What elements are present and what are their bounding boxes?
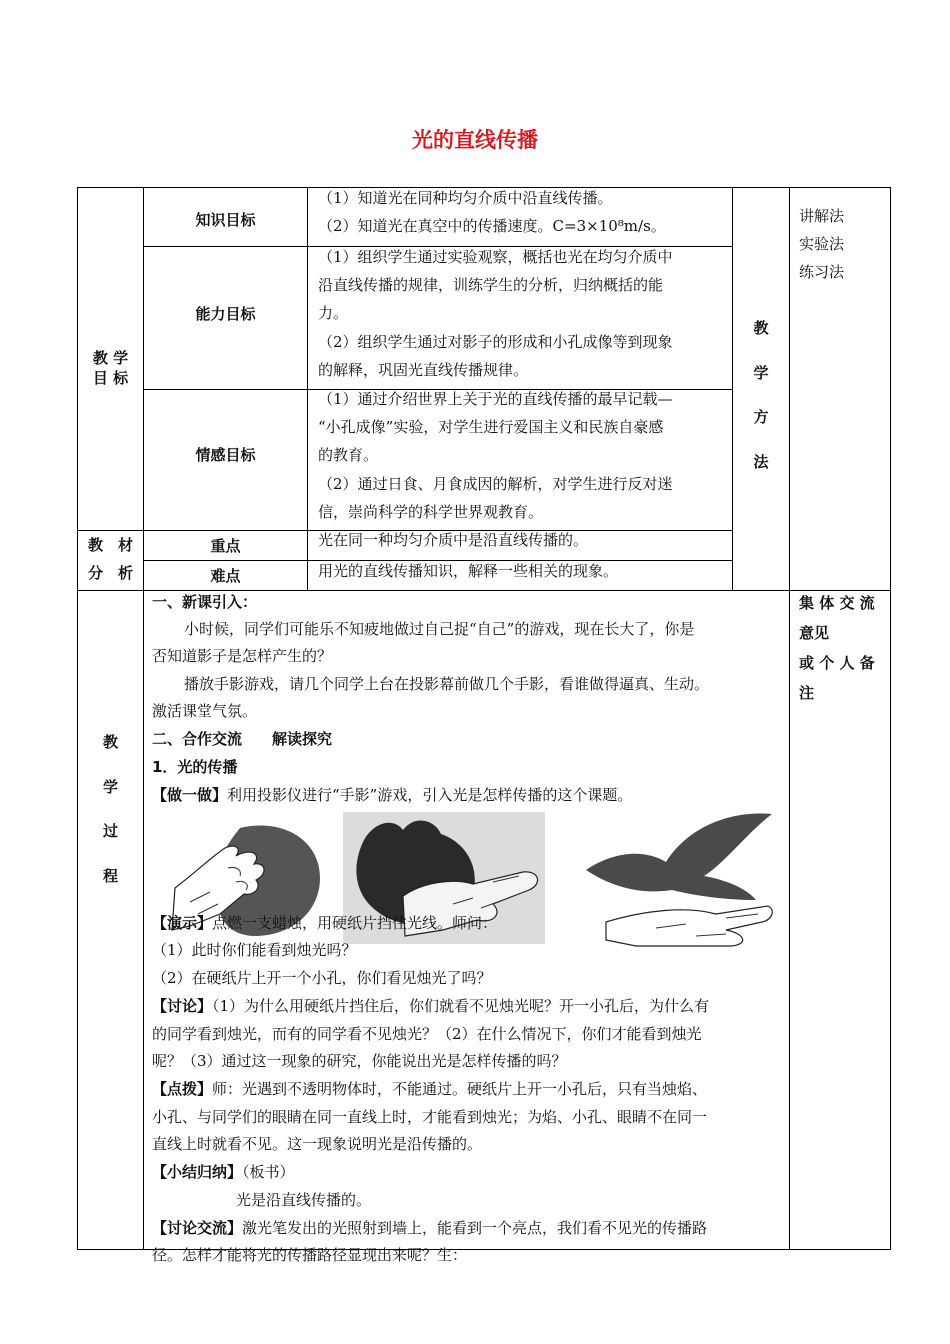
key-point-text: 光在同一种均匀介质中是沿直线传播的。 [318,531,589,549]
discussion-exchange-line2: 径。怎样才能将光的传播路径显现出来呢？生： [152,1246,468,1264]
demo-text: 点燃一支蜡烛，用硬纸片挡住光线。师问： [212,914,498,932]
demo-label: 【演示】 [152,914,213,932]
intro-paragraph-1-line1: 小时候，同学们可能乐不知疲地做过自己捉“自己”的游戏，现在长大了，你是 [184,620,695,638]
page-title: 光的直线传播 [412,128,538,152]
hint-line3: 直线上时就看不见。这一现象说明光是沿传播的。 [152,1135,483,1153]
key-point-label: 重点 [210,537,241,555]
demo-line [152,909,497,937]
material-row-label: 教 材 分 析 [87,536,133,582]
side-note: 集 体 交 流 意见 或 个 人 备 注 [799,594,875,702]
table-border-left [77,187,78,1250]
hint-line1: 【点拨】师：光遇到不透明物体时，不能通过。硬纸片上开一小孔后，只有当烛焰、 [152,1080,708,1098]
knowledge-goal-text: （1）知道光在同种均匀介质中沿直线传播。 （2）知道光在真空中的传播速度。C=3×10⁸m/s。 [318,189,666,236]
hint-label: 【点拨】 [152,1080,213,1098]
summary-note: （板书） [242,1163,295,1181]
ability-goal-text: （1）组织学生通过实验观察，概括也光在均匀介质中 沿直线传播的规律，训练学生的分析，归纳概括的能 力。 （2）组织学生通过对影子的形成和小孔成像等到现象 的解释，巩固光直线传播规律。 [318,248,673,379]
hint-line2: 小孔、与同学们的眼睛在同一直线上时，才能看到烛光；为焰、小孔、眼睛不在同一 [152,1108,708,1126]
method-list [799,202,887,287]
hand-shadow-image-3 [576,810,776,948]
discussion-line2: 的同学看到烛光，而有的同学看不见烛光？（2）在什么情况下，你们才能看到烛光 [152,1025,702,1043]
summary-label: 【小结归纳】 [152,1163,243,1181]
intro-paragraph-2-line1: 播放手影游戏，请几个同学上台在投影幕前做几个手影，看谁做得逼真、生动。 [184,675,710,693]
goals-row-label [78,348,143,388]
method-item: 讲解法 [799,207,845,225]
intro-paragraph-2-line2: 激活课堂气氛。 [152,702,258,720]
method-item: 实验法 [799,235,845,254]
discussion-line3: 呢？（3）通过这一现象的研究，你能说出光是怎样传播的吗？ [152,1052,567,1070]
do-it-line [152,781,632,809]
summary-text: 光是沿直线传播的。 [236,1191,372,1209]
discussion-exchange-line1: 【讨论交流】激光笔发出的光照射到墙上，能看到一个亮点，我们看不见光的传播路 [152,1219,708,1237]
intro-paragraph-1-line2: 否知道影子是怎样产生的？ [152,647,333,665]
subsection-1-heading: 1．光的传播 [152,758,238,776]
section-1-heading: 一、新课引入： [152,593,258,611]
summary-line [152,1158,295,1186]
ability-goal-label: 能力目标 [195,304,256,323]
goals-label-line2: 目 标 [92,369,129,387]
process-label: 教 学 过 程 [102,733,118,885]
table-border-right [890,187,891,1250]
question-2: （2）在硬纸片上开一个小孔，你们看见烛光了吗？ [152,969,492,987]
emotion-goal-label: 情感目标 [195,445,256,464]
question-1: （1）此时你们能看到烛光吗？ [152,941,357,959]
do-it-label: 【做一做】 [152,786,228,804]
discussion-exchange-label: 【讨论交流】 [152,1219,243,1237]
knowledge-goal-label: 知识目标 [195,210,256,229]
emotion-goal-text: （1）通过介绍世界上关于光的直线传播的最早记载— “小孔成像”实验，对学生进行爱国主义和民族自豪感 的教育。 （2）通过日食、月食成因的解析，对学生进行反对迷 信，崇尚科学的科学世界观教育。 [318,390,673,521]
section-2-heading: 二、合作交流 解读探究 [152,730,333,748]
do-it-text: 利用投影仪进行“手影”游戏，引入光是怎样传播的这个课题。 [227,786,633,804]
discussion-line1: 【讨论】（1）为什么用硬纸片挡住后，你们就看不见烛光呢？开一小孔后，为什么有 [152,997,710,1015]
difficulty-text: 用光的直线传播知识，解释一些相关的现象。 [318,562,619,580]
method-label: 教 学 方 法 [753,319,769,471]
difficulty-label: 难点 [210,567,241,585]
discussion-label: 【讨论】 [152,997,213,1015]
goals-label-line1: 教 学 [92,349,129,367]
method-item: 练习法 [799,263,845,282]
